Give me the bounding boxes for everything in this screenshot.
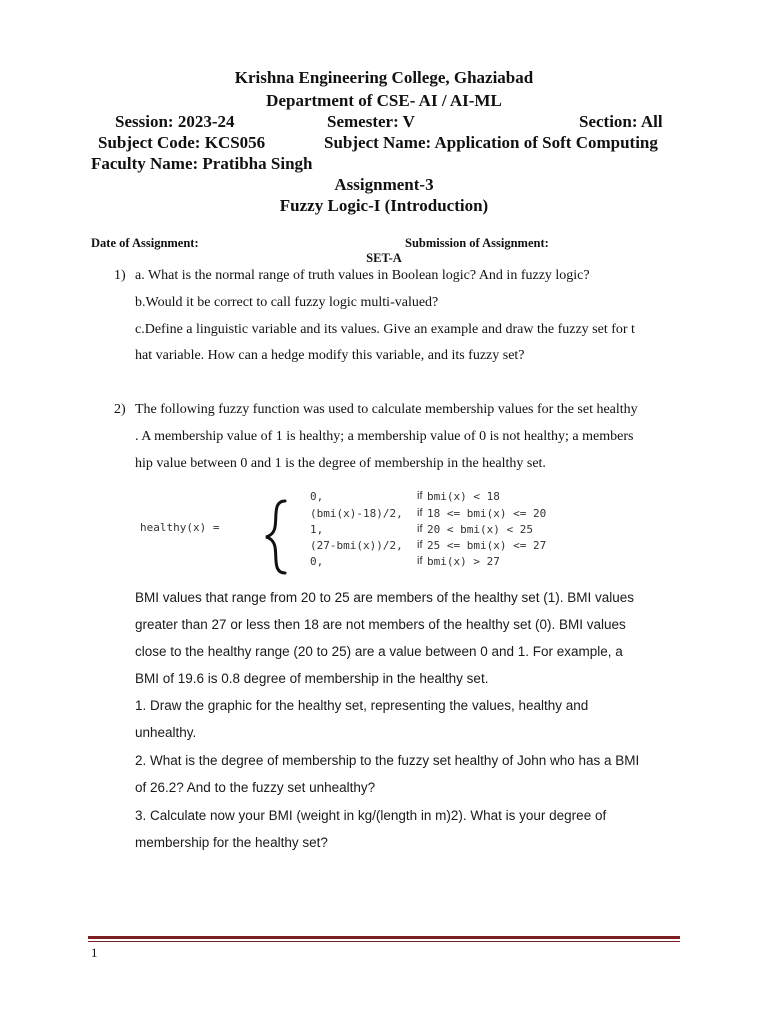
subquestion-2-line1: 2. What is the degree of membership to the fuzzy set healthy of John who has a BMI (135, 753, 640, 768)
session-label: Session: 2023-24 (115, 112, 235, 131)
q1-part-b: b.Would it be correct to call fuzzy logic multi-valued? (135, 295, 439, 310)
subject-code: Subject Code: KCS056 (98, 133, 266, 152)
subquestion-3-line2: membership for the healthy set? (135, 835, 328, 850)
semester-label: Semester: V (327, 112, 415, 131)
case-value: 0, (310, 555, 324, 568)
subquestion-1-line2: unhealthy. (135, 725, 197, 740)
q2-text-line1: The following fuzzy function was used to calculate membership values for the set healthy (135, 402, 638, 417)
set-label: SET-A (366, 251, 402, 265)
bmi-paragraph-line4: BMI of 19.6 is 0.8 degree of membership in the healthy set. (135, 671, 489, 686)
subquestion-1-line1: 1. Draw the graphic for the healthy set, representing the values, healthy and (135, 698, 589, 713)
case-value: 1, (310, 523, 324, 536)
q1-part-c-line1: c.Define a linguistic variable and its values. Give an example and draw the fuzzy set for t (135, 322, 635, 337)
case-condition: 18 <= bmi(x) <= 20 (427, 507, 547, 520)
q1-part-a: a. What is the normal range of truth values in Boolean logic? And in fuzzy logic? (135, 268, 590, 283)
case-condition: 25 <= bmi(x) <= 27 (427, 539, 547, 552)
footer-rule-thick (88, 936, 680, 939)
case-value: (27-bmi(x))/2, (310, 539, 403, 552)
footer-rule-thin (88, 941, 680, 942)
q2-text-line2: . A membership value of 1 is healthy; a membership value of 0 is not healthy; a members (135, 429, 634, 444)
case-condition: bmi(x) < 18 (427, 490, 500, 503)
subquestion-3-line1: 3. Calculate now your BMI (weight in kg/(length in m)2). What is your degree of (135, 808, 607, 823)
q2-number: 2) (114, 402, 126, 417)
case-value: 0, (310, 490, 324, 503)
case-if: if (417, 539, 423, 551)
faculty-name: Faculty Name: Pratibha Singh (91, 154, 313, 173)
bmi-paragraph-line1: BMI values that range from 20 to 25 are members of the healthy set (1). BMI values (135, 590, 634, 605)
department-name: Department of CSE- AI / AI-ML (266, 91, 502, 110)
case-if: if (417, 555, 423, 567)
section-label: Section: All (579, 112, 663, 131)
case-condition: 20 < bmi(x) < 25 (427, 523, 533, 536)
subquestion-2-line2: of 26.2? And to the fuzzy set unhealthy? (135, 780, 376, 795)
case-value: (bmi(x)-18)/2, (310, 507, 403, 520)
formula-brace (263, 497, 293, 577)
subject-name: Subject Name: Application of Soft Computing (324, 133, 658, 152)
assignment-title: Assignment-3 (334, 175, 434, 194)
date-of-assignment-label: Date of Assignment: (91, 236, 199, 250)
case-if: if (417, 523, 423, 535)
formula-lhs: healthy(x) = (140, 521, 220, 534)
case-condition: bmi(x) > 27 (427, 555, 500, 568)
page-number: 1 (91, 945, 98, 960)
case-if: if (417, 490, 423, 502)
bmi-paragraph-line2: greater than 27 or less then 18 are not members of the healthy set (0). BMI values (135, 617, 626, 632)
assignment-topic: Fuzzy Logic-I (Introduction) (279, 196, 489, 215)
college-name: Krishna Engineering College, Ghaziabad (234, 68, 534, 87)
submission-of-assignment-label: Submission of Assignment: (405, 236, 549, 250)
q2-text-line3: hip value between 0 and 1 is the degree of membership in the healthy set. (135, 456, 546, 471)
bmi-paragraph-line3: close to the healthy range (20 to 25) are a value between 0 and 1. For example, a (135, 644, 623, 659)
q1-part-c-line2: hat variable. How can a hedge modify this variable, and its fuzzy set? (135, 348, 525, 363)
case-if: if (417, 507, 423, 519)
q1-number: 1) (114, 268, 126, 283)
